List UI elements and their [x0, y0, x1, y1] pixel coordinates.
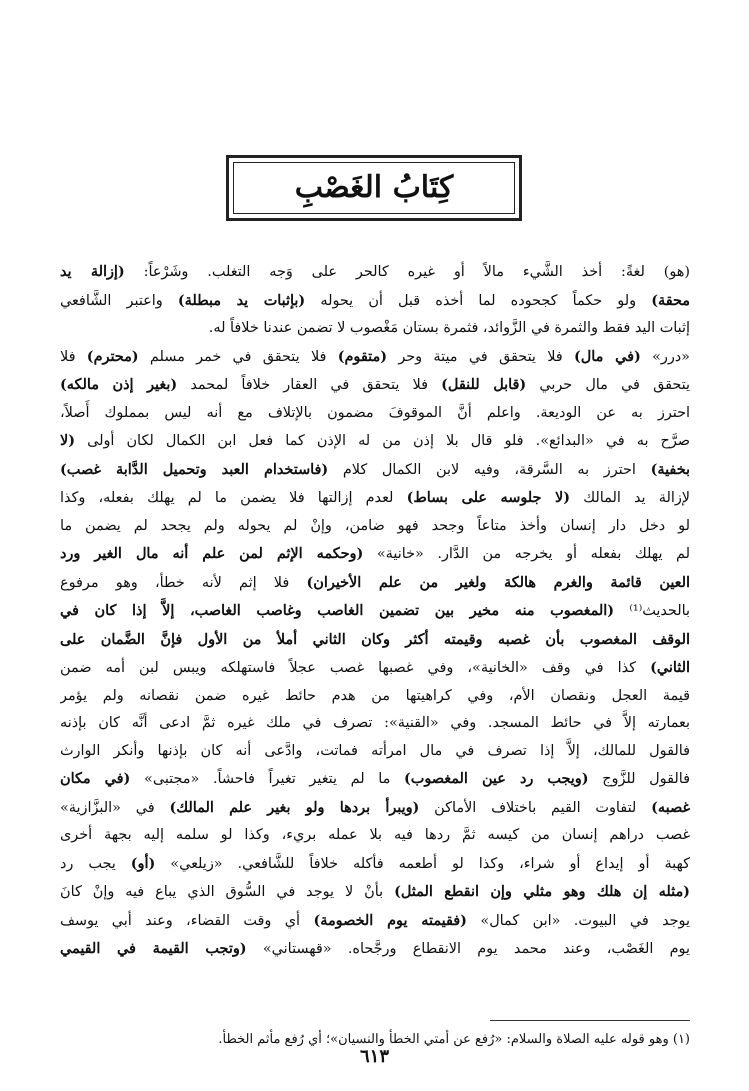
- text-segment: إثبات اليد فقط والثمرة في الزَّوائد، فثمرة بستان مَغْصوب لا تضمن عندنا خلافاً له.: [208, 320, 690, 336]
- text-segment: «درر»: [640, 348, 690, 365]
- bold-term: (إزالة يد: [60, 263, 125, 280]
- text-line: [60, 484, 690, 513]
- text-segment: واعتبر الشَّافعي: [60, 292, 178, 309]
- text-line: [60, 907, 690, 936]
- text-line: [60, 794, 690, 823]
- text-line: [60, 540, 690, 569]
- text-line: [60, 738, 690, 766]
- text-segment: بأنْ لا يوجد في السُّوق الذي يباع فيه وإنْ كانَ: [60, 884, 395, 900]
- text-segment: فلا يتحقق في خمر مسلم: [138, 348, 338, 365]
- text-segment: في «البزَّازية»: [60, 799, 170, 816]
- text-segment: (هو) لغةً: أخذ الشَّيء مالاً أو غيره كالحر على وَجه التغلب. وشَرْعاً:: [124, 264, 690, 280]
- chapter-title: كِتَابُ الغَصْبِ: [294, 170, 454, 205]
- text-segment: غصب دراهم إنسان من كيسه ثمَّ ردها فيه بلا عمله بريء، وكذا لو سلمه إليه بجهة أخرى: [60, 827, 690, 843]
- bold-term: محقة): [651, 291, 690, 309]
- text-line: [60, 822, 690, 850]
- text-segment: كهبة أو إيداع أو شراء، وكذا لو أطعمه فأكله خلافاً للشَّافعي. «زيلعي»: [155, 855, 690, 872]
- text-line: [60, 400, 690, 428]
- bold-term: (ويبرأ بردها ولو بغير علم المالك): [169, 798, 420, 816]
- text-segment: قيمة العجل ونقصان الأم، وفي كراهيتها من هدم حائط غيره ضمن نقصانه ولم يؤمر: [60, 687, 690, 704]
- bold-term: (ويجب رد عين المغصوب): [403, 770, 589, 787]
- bold-term: (لا جلوسه على بساط): [406, 489, 571, 506]
- text-segment: يوجد في البيوت. «ابن كمال»: [466, 912, 690, 929]
- text-segment: فلا: [60, 348, 87, 365]
- text-line: [60, 850, 690, 879]
- text-line: [60, 683, 690, 711]
- text-segment: لعدم إزالتها فلا يضمن ما لم يهلك بفعله، وكذا: [60, 490, 407, 506]
- bold-term: الثاني): [650, 659, 690, 676]
- main-text: [60, 258, 690, 964]
- text-line: [60, 456, 690, 485]
- text-line: [60, 513, 690, 541]
- text-line: [60, 315, 690, 343]
- bold-term: (وحكمه الإثم لمن علم أنه مال الغير ورد: [60, 545, 364, 562]
- text-line: [60, 371, 690, 400]
- text-segment: فالقول للمالك، إلاَّ إذا تصرف في مال امرأته فماتت، وادَّعى أنه كان بإذنها وأنكر الوارث: [60, 742, 690, 759]
- text-segment: ⁽¹⁾: [629, 603, 643, 619]
- bold-term: (متقوم): [337, 347, 388, 365]
- text-line: [60, 626, 690, 655]
- bold-term: (محترم): [86, 347, 139, 365]
- text-segment: بعمارته إلاَّ في حائط المسجد. وفي «القنية»: تصرف في ملك غيره ثمَّ ادعى أنَّه كان بإذنه: [60, 715, 690, 731]
- bold-term: غصبه): [651, 798, 690, 816]
- bold-term: العين قائمة والغرم هالكة ولغير من علم الأخيران): [306, 573, 690, 591]
- bold-term: الوقف المغصوب بأن غصبه وقيمته أكثر وكان الثاني أملأ من الأول فإنَّ الضَّمان على: [60, 630, 690, 648]
- bold-term: (قابل للنقل): [441, 376, 527, 393]
- text-segment: يجب رد: [60, 855, 131, 872]
- text-line: [60, 258, 690, 287]
- bold-term: (فقيمته يوم الخصومة): [313, 911, 467, 929]
- bold-term: (لا: [60, 432, 76, 449]
- text-segment: بالحديث: [642, 603, 690, 619]
- bold-term: (المغصوب منه مخير بين تضمين الغاصب وغاصب الغاصب، إلاَّ إذا كان في: [60, 602, 615, 619]
- text-segment: أي وقت القضاء، وعند أبي يوسف: [60, 912, 314, 929]
- text-segment: فلا يتحقق في العقار خلافاً لمحمد: [177, 377, 442, 393]
- text-line: [60, 427, 690, 456]
- text-segment: فلا إثم لأنه خطأ، وهو مرفوع: [60, 574, 307, 591]
- footnote: (١) وهو قوله عليه الصلاة والسلام: «رُفع عن أمتي الخطأ والنسيان»؛ أي رُفع مأثم الخطأ.: [218, 1032, 690, 1047]
- text-line: [60, 597, 690, 626]
- text-line: [60, 654, 690, 683]
- bold-term: (وتجب القيمة في القيمي: [60, 940, 247, 957]
- bold-term: (مثله إن هلك وهو مثلي وإن انقطع المثل): [394, 883, 690, 900]
- text-segment: لتفاوت القيم باختلاف الأماكن: [419, 799, 652, 816]
- text-line: [60, 287, 690, 316]
- text-segment: يوم الغَصْب، وعند محمد يوم الانقطاع ورجَّحاه. «قهستاني»: [246, 941, 690, 957]
- bold-term: بخفية): [650, 460, 690, 478]
- chapter-title-frame: [226, 155, 522, 221]
- text-segment: لإزالة يد المالك: [570, 490, 690, 506]
- footnote-divider: [490, 1020, 690, 1021]
- text-segment: صرَّح به في «البدائع». فلو قال بلا إذن من له الإذن كما فعل ابن الكمال لكان أولى: [75, 433, 690, 449]
- text-line: [60, 710, 690, 738]
- text-segment: ما لم يتغير تغيراً فاحشاً. «مجتبى»: [130, 771, 404, 787]
- text-segment: لم يهلك بفعله أو يخرجه من الدَّار. «خانية»: [363, 546, 690, 562]
- bold-term: (بغير إذن مالكه): [60, 376, 178, 393]
- text-segment: فالقول للزَّوج: [588, 771, 690, 787]
- text-line: [60, 569, 690, 598]
- bold-term: (في مكان: [60, 770, 131, 787]
- text-segment: فلا يتحقق في ميتة وحر: [387, 348, 574, 365]
- text-segment: كذا في وقف «الخانية»، وفي غصبها غصب عجلاً فاستهلكه ويبس لبن أمه ضمن: [60, 660, 651, 676]
- text-segment: احترز به السَّرقة، وفيه لابن الكمال كلام: [328, 461, 651, 478]
- text-line: [60, 343, 690, 372]
- text-line: [60, 935, 690, 964]
- bold-term: (في مال): [573, 347, 641, 365]
- text-segment: احترز به عن الوديعة. واعلم أنَّ الموقوفَ مضمون بالإتلاف مع أنه ليس بمملوك أَصلاً،: [60, 404, 690, 421]
- text-line: [60, 765, 690, 794]
- text-line: [60, 878, 690, 907]
- text-segment: يتحقق في مال حربي: [526, 377, 690, 393]
- bold-term: (بإثبات يد مبطلة): [177, 291, 306, 309]
- page-number: ٦١٣: [359, 1046, 389, 1067]
- bold-term: (أو): [130, 854, 156, 872]
- text-segment: [614, 603, 629, 619]
- bold-term: (فاستخدام العبد وتحميل الدَّابة غصب): [60, 460, 329, 478]
- text-segment: لو دخل دار إنسان وأخذ متاعاً وجحد فهو ضامن، وإنْ لم يحوله ولم يجحد لم يضمن ما: [60, 517, 690, 534]
- text-segment: ولو حكماً كجحوده لما أخذه قبل أن يحوله: [305, 292, 652, 309]
